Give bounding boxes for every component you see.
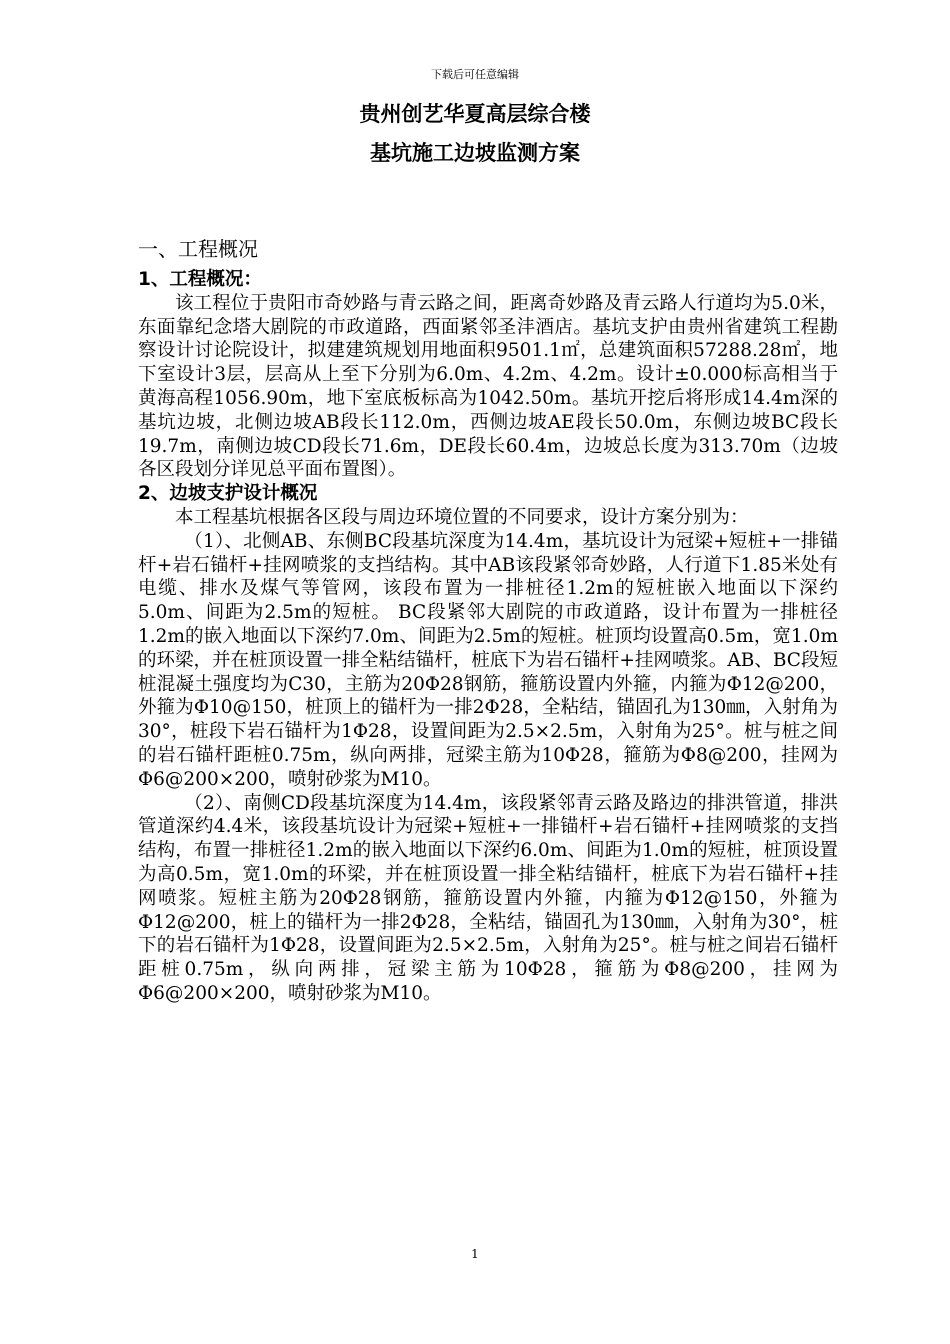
page-number: 1 (471, 1247, 479, 1261)
section1-heading: 一、工程概况 (138, 237, 258, 261)
document-body (138, 268, 838, 1006)
item2-paragraph: （2）、南侧CD段基坑深度为14.4m，该段紧邻青云路及路边的排洪管道，排洪管道深约4.4米，该段基坑设计为冠梁+短桩+一排锚杆+岩石锚杆+挂网喷浆的支挡结构，布置一排桩径1.2m的嵌入地面以下深约6.0m、间距为1.0m的短桩，桩顶设置为高0.5m，宽1.0m的环梁，并在桩顶设置一排全粘结锚杆，桩底下为岩石锚杆+挂网喷浆。短桩主筋为20Φ28钢筋，箍筋设置内外箍，内箍为Φ12@150，外箍为Φ12@200，桩上的锚杆为一排2Φ28，全粘结，锚固孔为130㎜，入射角为30°，桩下的岩石锚杆为1Φ28，设置间距为2.5×2.5m，入射角为25°。桩与桩之间岩石锚杆距桩0.75m，纵向两排，冠梁主筋为10Φ28，箍筋为Φ8@200，挂网为Φ6@200×200，喷射砂浆为M10。 (138, 792, 838, 1004)
document-title-line2: 基坑施工边坡监测方案 (370, 141, 580, 165)
subsection2-heading: 2、边坡支护设计概况 (138, 483, 318, 505)
subsection1-heading: 1、工程概况： (138, 269, 262, 290)
item1-paragraph: （1）、北侧AB、东侧BC段基坑深度为14.4m，基坑设计为冠梁+短桩+一排锚杆+岩石锚杆+挂网喷浆的支挡结构。其中AB该段紧邻奇妙路，人行道下1.85米处有电缆、排水及煤气等管网，该段布置为一排桩径1.2m的短桩嵌入地面以下深约5.0m、间距为2.5m的短桩。 BC段紧邻大剧院的市政道路，设计布置为一排桩径1.2m的嵌入地面以下深约7.0m、间距为2.5m的短桩。桩顶均设置高0.5m，宽1.0m的环梁，并在桩顶设置一排全粘结锚杆，桩底下为岩石锚杆+挂网喷浆。AB、BC段短桩混凝土强度均为C30，主筋为20Φ28钢筋，箍筋设置内外箍，内箍为Φ12@200，外箍为Φ10@150，桩顶上的锚杆为一排2Φ28，全粘结，锚固孔为130㎜，入射角为30°，桩段下岩石锚杆为1Φ28，设置间距为2.5×2.5m，入射角为25°。桩与桩之间的岩石锚杆距桩0.75m，纵向两排，冠梁主筋为10Φ28，箍筋为Φ8@200，挂网为Φ6@200×200，喷射砂浆为M10。 (138, 530, 838, 790)
subsection2-intro: 本工程基坑根据各区段与周边环境位置的不同要求，设计方案分别为： (175, 506, 749, 528)
document-title-line1: 贵州创艺华夏高层综合楼 (359, 102, 591, 126)
subsection1-paragraph: 该工程位于贵阳市奇妙路与青云路之间，距离奇妙路及青云路人行道均为5.0米，东面靠纪念塔大剧院的市政道路，西面紧邻圣沣酒店。基坑支护由贵州省建筑工程勘察设计讨论院设计，拟建建筑规划用地面积9501.1㎡，总建筑面积57288.28㎡，地下室设计3层，层高从上至下分别为6.0m、4.2m、4.2m。设计±0.000标高相当于黄海高程1056.90m，地下室底板标高为1042.50m。基坑开挖后将形成14.4m深的基坑边坡，北侧边坡AB段长112.0m，西侧边坡AE段长50.0m，东侧边坡BC段长19.7m，南侧边坡CD段长71.6m，DE段长60.4m，边坡总长度为313.70m（边坡各区段划分详见总平面布置图）。 (138, 292, 838, 481)
header-note: 下载后可任意编辑 (431, 68, 519, 81)
